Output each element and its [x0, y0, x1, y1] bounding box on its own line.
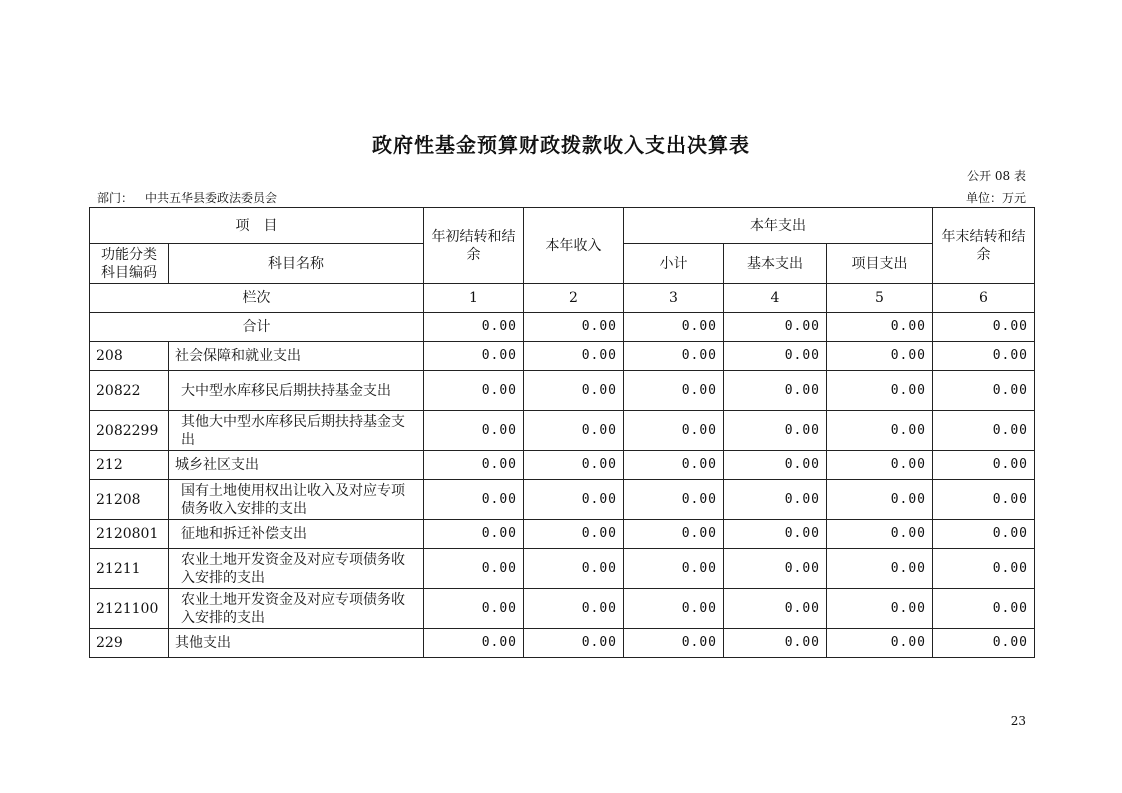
row-value: 0.00	[933, 549, 1035, 589]
total-value: 0.00	[424, 313, 524, 342]
index-col: 3	[624, 284, 724, 313]
row-code: 2120801	[90, 520, 169, 549]
index-label: 栏次	[90, 284, 424, 313]
row-value: 0.00	[624, 589, 724, 629]
department	[97, 189, 277, 206]
header-expense: 本年支出	[624, 208, 933, 244]
row-value: 0.00	[724, 342, 827, 371]
total-value: 0.00	[624, 313, 724, 342]
row-value: 0.00	[524, 589, 624, 629]
row-name: 其他支出	[169, 629, 424, 658]
total-value: 0.00	[827, 313, 933, 342]
row-name: 其他大中型水库移民后期扶持基金支出	[169, 411, 424, 451]
table-row	[90, 451, 1035, 480]
row-value: 0.00	[724, 411, 827, 451]
budget-table	[89, 207, 1035, 658]
row-value: 0.00	[424, 549, 524, 589]
row-name: 社会保障和就业支出	[169, 342, 424, 371]
row-value: 0.00	[827, 342, 933, 371]
header-basic: 基本支出	[724, 244, 827, 284]
row-code: 212	[90, 451, 169, 480]
row-name: 农业土地开发资金及对应专项债务收入安排的支出	[169, 589, 424, 629]
row-value: 0.00	[424, 371, 524, 411]
row-value: 0.00	[933, 480, 1035, 520]
row-value: 0.00	[424, 520, 524, 549]
table-row	[90, 371, 1035, 411]
index-col: 5	[827, 284, 933, 313]
header-closing: 年末结转和结余	[933, 208, 1035, 284]
table-row	[90, 629, 1035, 658]
row-value: 0.00	[424, 589, 524, 629]
unit-label: 单位：万元	[965, 191, 1026, 205]
row-value: 0.00	[524, 480, 624, 520]
row-value: 0.00	[724, 371, 827, 411]
index-col: 1	[424, 284, 524, 313]
row-value: 0.00	[524, 371, 624, 411]
header-code: 功能分类科目编码	[90, 244, 169, 284]
row-value: 0.00	[827, 549, 933, 589]
row-code: 2121100	[90, 589, 169, 629]
row-value: 0.00	[424, 480, 524, 520]
row-value: 0.00	[724, 480, 827, 520]
header-project: 项目支出	[827, 244, 933, 284]
row-value: 0.00	[624, 371, 724, 411]
table-row	[90, 411, 1035, 451]
row-value: 0.00	[624, 480, 724, 520]
form-number: 公开 08 表	[967, 169, 1026, 183]
row-value: 0.00	[524, 520, 624, 549]
row-value: 0.00	[424, 451, 524, 480]
row-value: 0.00	[827, 451, 933, 480]
row-code: 21208	[90, 480, 169, 520]
index-col: 2	[524, 284, 624, 313]
row-value: 0.00	[827, 480, 933, 520]
page-title: 政府性基金预算财政拨款收入支出决算表	[372, 133, 750, 157]
row-value: 0.00	[933, 520, 1035, 549]
row-value: 0.00	[524, 629, 624, 658]
row-name: 大中型水库移民后期扶持基金支出	[169, 371, 424, 411]
row-value: 0.00	[624, 451, 724, 480]
row-value: 0.00	[724, 589, 827, 629]
header-opening: 年初结转和结余	[424, 208, 524, 284]
row-value: 0.00	[524, 342, 624, 371]
header-subtotal: 小计	[624, 244, 724, 284]
total-value: 0.00	[724, 313, 827, 342]
row-value: 0.00	[724, 520, 827, 549]
header-name: 科目名称	[169, 244, 424, 284]
page-number: 23	[1010, 714, 1026, 728]
row-value: 0.00	[933, 371, 1035, 411]
row-value: 0.00	[933, 342, 1035, 371]
row-value: 0.00	[827, 589, 933, 629]
row-value: 0.00	[827, 411, 933, 451]
index-col: 4	[724, 284, 827, 313]
row-code: 20822	[90, 371, 169, 411]
row-value: 0.00	[724, 629, 827, 658]
row-value: 0.00	[827, 520, 933, 549]
row-name: 征地和拆迁补偿支出	[169, 520, 424, 549]
row-value: 0.00	[624, 411, 724, 451]
row-value: 0.00	[827, 629, 933, 658]
row-value: 0.00	[424, 342, 524, 371]
department-label: 部门：	[97, 191, 134, 205]
row-value: 0.00	[624, 342, 724, 371]
table-row	[90, 480, 1035, 520]
header-item: 项 目	[90, 208, 424, 244]
row-value: 0.00	[624, 520, 724, 549]
header-row-1	[90, 208, 1035, 244]
row-value: 0.00	[724, 549, 827, 589]
row-value: 0.00	[933, 451, 1035, 480]
index-col: 6	[933, 284, 1035, 313]
row-value: 0.00	[524, 411, 624, 451]
row-value: 0.00	[624, 549, 724, 589]
row-code: 229	[90, 629, 169, 658]
index-row	[90, 284, 1035, 313]
total-row	[90, 313, 1035, 342]
row-value: 0.00	[624, 629, 724, 658]
total-label: 合计	[90, 313, 424, 342]
row-value: 0.00	[933, 629, 1035, 658]
total-value: 0.00	[933, 313, 1035, 342]
row-value: 0.00	[724, 451, 827, 480]
department-value: 中共五华县委政法委员会	[145, 191, 278, 205]
row-code: 208	[90, 342, 169, 371]
header-income: 本年收入	[524, 208, 624, 284]
row-value: 0.00	[424, 411, 524, 451]
row-value: 0.00	[424, 629, 524, 658]
row-value: 0.00	[524, 549, 624, 589]
row-value: 0.00	[827, 371, 933, 411]
row-code: 2082299	[90, 411, 169, 451]
row-name: 城乡社区支出	[169, 451, 424, 480]
row-name: 国有土地使用权出让收入及对应专项债务收入安排的支出	[169, 480, 424, 520]
row-code: 21211	[90, 549, 169, 589]
row-value: 0.00	[933, 411, 1035, 451]
table-row	[90, 520, 1035, 549]
table-row	[90, 549, 1035, 589]
table-row	[90, 342, 1035, 371]
row-value: 0.00	[524, 451, 624, 480]
row-value: 0.00	[933, 589, 1035, 629]
row-name: 农业土地开发资金及对应专项债务收入安排的支出	[169, 549, 424, 589]
table-row	[90, 589, 1035, 629]
total-value: 0.00	[524, 313, 624, 342]
